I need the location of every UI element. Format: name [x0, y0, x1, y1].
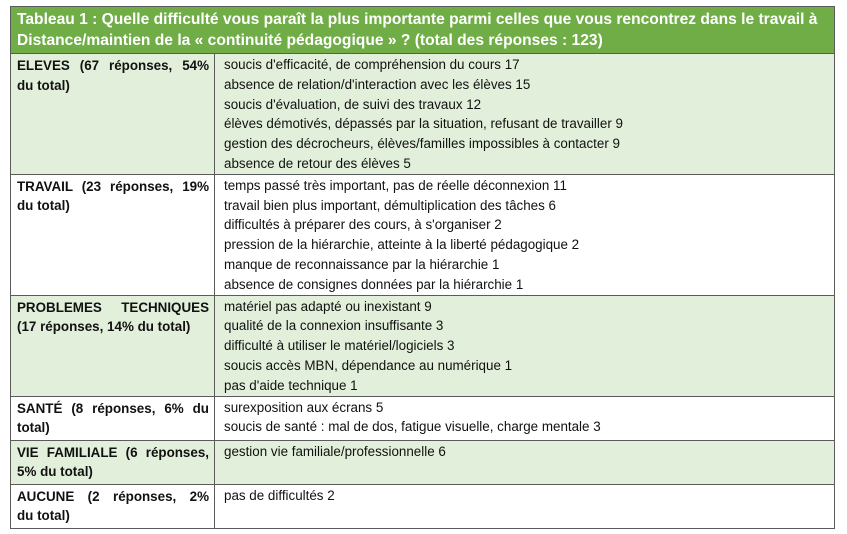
category-line: SANTÉ (8 réponses, 6% du [17, 400, 209, 416]
table-header-row [11, 7, 835, 54]
category-line: PROBLEMES TECHNIQUES [17, 299, 209, 315]
list-item: pas d'aide technique 1 [224, 377, 358, 393]
list-item: absence de relation/d'interaction avec les élèves 15 [224, 76, 531, 92]
category-line: (17 réponses, 14% du total) [17, 319, 191, 335]
list-item: soucis accès MBN, dépendance au numérique 1 [224, 357, 513, 373]
list-item: pression de la hiérarchie, atteinte à la liberté pédagogique 2 [224, 237, 580, 253]
category-line: du total) [17, 508, 70, 524]
list-item: qualité de la connexion insuffisante 3 [224, 318, 444, 334]
list-item: surexposition aux écrans 5 [224, 399, 384, 415]
items-cell [215, 396, 835, 440]
list-item: difficultés à préparer des cours, à s'organiser 2 [224, 217, 502, 233]
category-cell [11, 440, 215, 484]
table-row-vie-familiale [11, 440, 835, 484]
category-cell [11, 396, 215, 440]
table-row-problemes-techniques [11, 295, 835, 396]
category-line: VIE FAMILIALE (6 réponses, [17, 444, 209, 460]
items-cell [215, 295, 835, 396]
list-item: temps passé très important, pas de réelle déconnexion 11 [224, 177, 567, 193]
category-cell [11, 295, 215, 396]
category-line: TRAVAIL (23 réponses, 19% [17, 178, 209, 194]
category-line: du total) [17, 77, 70, 93]
survey-table [10, 6, 835, 529]
list-item: difficulté à utiliser le matériel/logiciels 3 [224, 338, 455, 354]
category-line: AUCUNE (2 réponses, 2% [17, 488, 209, 504]
items-cell [215, 174, 835, 295]
list-item: matériel pas adapté ou inexistant 9 [224, 298, 432, 314]
category-cell [11, 54, 215, 175]
category-line: total) [17, 420, 50, 436]
category-cell [11, 484, 215, 528]
list-item: absence de consignes données par la hiérarchie 1 [224, 276, 524, 292]
items-cell [215, 484, 835, 528]
list-item: manque de reconnaissance par la hiérarchie 1 [224, 256, 500, 272]
list-item: gestion des décrocheurs, élèves/familles impossibles à contacter 9 [224, 136, 620, 152]
table-row-aucune [11, 484, 835, 528]
list-item: absence de retour des élèves 5 [224, 155, 411, 171]
category-line: ELEVES (67 réponses, 54% [17, 58, 209, 73]
table-row-sante [11, 396, 835, 440]
list-item: élèves démotivés, dépassés par la situation, refusant de travailler 9 [224, 116, 623, 132]
list-item: travail bien plus important, démultiplication des tâches 6 [224, 197, 556, 213]
table-row-travail [11, 174, 835, 295]
items-cell [215, 54, 835, 175]
table-row-eleves [11, 54, 835, 175]
category-line: 5% du total) [17, 464, 93, 480]
table-title: Tableau 1 : Quelle difficulté vous paraît la plus importante parmi celles que vous rencontrez dans le travail à Distance/maintien de la « continuité pédagogique » ? (total des réponses : 123) [11, 7, 835, 54]
list-item: pas de difficultés 2 [224, 487, 335, 503]
list-item: soucis de santé : mal de dos, fatigue visuelle, charge mentale 3 [224, 419, 601, 435]
list-item: soucis d'efficacité, de compréhension du cours 17 [224, 57, 520, 72]
items-cell [215, 440, 835, 484]
category-cell [11, 174, 215, 295]
list-item: gestion vie familiale/professionnelle 6 [224, 443, 446, 459]
list-item: soucis d'évaluation, de suivi des travaux 12 [224, 96, 482, 112]
category-line: du total) [17, 198, 70, 214]
